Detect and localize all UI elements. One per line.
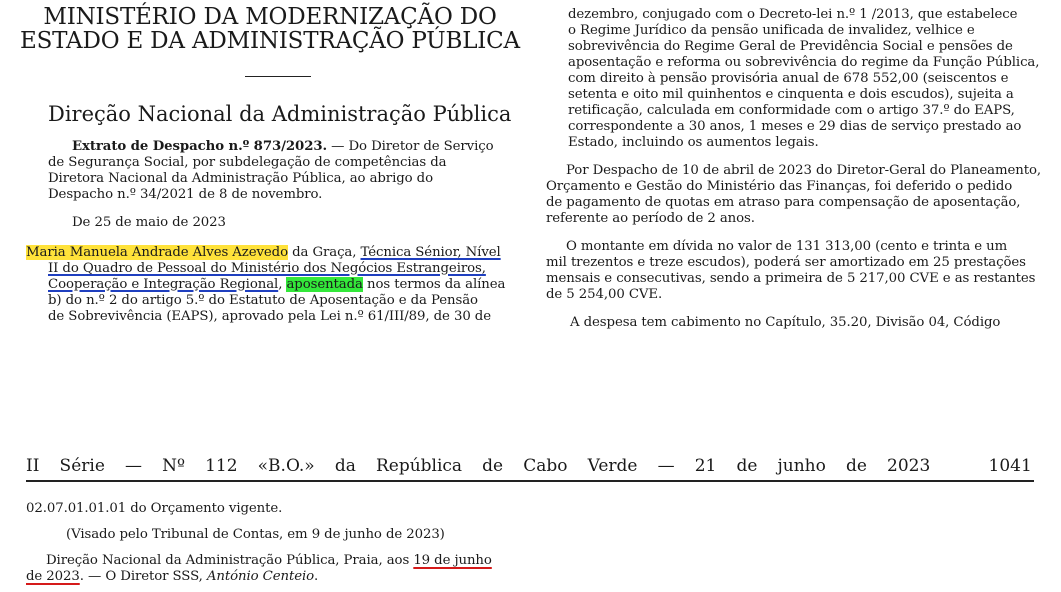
footer-day: 21 (694, 456, 717, 476)
footer-divider (26, 480, 1034, 482)
right-p2-line-4: referente ao período de 2 anos. (546, 211, 755, 226)
ministry-heading-line2: ESTADO E DA ADMINISTRAÇÃO PÚBLICA (20, 28, 520, 54)
code-line: 02.07.01.01.01 do Orçamento vigente. (26, 501, 283, 516)
footer-de-3: de (845, 456, 867, 476)
right-p2-line-1: Por Despacho de 10 de abril de 2023 do Diretor-Geral do Planeamento, (566, 163, 1041, 178)
right-p2-line-2: Orçamento e Gestão do Ministério das Finanças, foi deferido o pedido (546, 179, 1013, 194)
person-da-graca: da Graça, (287, 245, 361, 260)
footer-number: 112 (205, 456, 238, 476)
right-p1-line-3: sobrevivência do Regime Geral de Previdência Social e pensões de (568, 39, 1013, 54)
sign-text-a: Direção Nacional da Administração Pública, Praia, aos (46, 553, 414, 568)
footer-republica: República (375, 456, 463, 476)
page-footer (26, 455, 1032, 477)
person-role-b: II do Quadro de Pessoal do Ministério dos Negócios Estrangeiros, (48, 261, 486, 276)
right-p3-line-3: mensais e consecutivas, sendo a primeira de 5 217,00 CVE e as restantes (546, 271, 1036, 286)
person-line-1 (26, 245, 501, 261)
footer-no: Nº (162, 456, 185, 476)
heading-divider (245, 76, 311, 77)
right-p1-line-2: o Regime Jurídico da pensão unificada de invalidez, velhice e (568, 23, 975, 38)
person-comma: , (278, 277, 287, 292)
signer-name: António Centeio (206, 569, 315, 584)
footer-de: de (482, 456, 504, 476)
footer-da: da (334, 456, 356, 476)
right-p3-line-2: mil trezentos e treze escudos), poderá ser amortizado em 25 prestações (546, 255, 1026, 270)
footer-bo: «B.O.» (257, 456, 315, 476)
despacho-date: De 25 de maio de 2023 (72, 215, 226, 230)
extract-line-3: Diretora Nacional da Administração Pública, ao abrigo do (48, 171, 433, 186)
person-role-c: Cooperação e Integração Regional (48, 277, 279, 292)
footer-verde: Verde (587, 456, 638, 476)
sign-text-b: . — O Diretor SSS, (79, 569, 207, 584)
sign-date-a: 19 de junho (413, 553, 492, 568)
sign-date-b: de 2023 (26, 569, 80, 584)
person-status-highlight: aposentada (286, 277, 363, 292)
extract-intro-1: — Do Diretor de Serviço (327, 139, 494, 154)
sign-end: . (314, 569, 319, 584)
extract-line-1 (72, 139, 494, 155)
person-line-3 (48, 277, 505, 293)
right-p4-line: A despesa tem cabimento no Capítulo, 35.20, Divisão 04, Código (570, 315, 1001, 330)
right-p1-line-1: dezembro, conjugado com o Decreto-lei n.º 1 /2013, que estabelece (568, 7, 1018, 22)
right-p1-line-9: Estado, incluindo os aumentos legais. (568, 135, 819, 150)
right-p1-line-7: retificação, calculada em conformidade com o artigo 37.º do EAPS, (568, 103, 1015, 118)
visado-line: (Visado pelo Tribunal de Contas, em 9 de junho de 2023) (66, 527, 445, 542)
right-p3-line-4: de 5 254,00 CVE. (546, 287, 663, 302)
person-rest-1: nos termos da alínea (362, 277, 506, 292)
footer-serie-word: Série (59, 456, 105, 476)
footer-dash-1: — (125, 456, 142, 476)
ministry-heading (20, 5, 520, 53)
footer-cabo: Cabo (523, 456, 568, 476)
person-name-highlight: Maria Manuela Andrade Alves Azevedo (26, 245, 288, 260)
right-p1-line-5: com direito à pensão provisória anual de 678 552,00 (seiscentos e (568, 71, 1009, 86)
footer-page-number: 1041 (988, 456, 1032, 476)
person-line-5: de Sobrevivência (EAPS), aprovado pela Lei n.º 61/III/89, de 30 de (48, 309, 491, 324)
directorate-heading: Direção Nacional da Administração Pública (48, 102, 512, 126)
right-p1-line-6: setenta e oito mil quinhentos e cinquenta e dois escudos), sujeita a (568, 87, 1014, 102)
footer-dash-2: — (657, 456, 675, 476)
extract-line-2: de Segurança Social, por subdelegação de competências da (48, 155, 447, 170)
extract-line-4: Despacho n.º 34/2021 de 8 de novembro. (48, 187, 323, 202)
ministry-heading-line1: MINISTÉRIO DA MODERNIZAÇÃO DO (43, 4, 497, 30)
person-line-2 (48, 261, 486, 277)
footer-year: 2023 (887, 456, 931, 476)
footer-month: junho (777, 456, 826, 476)
right-p1-line-8: correspondente a 30 anos, 1 meses e 29 dias de serviço prestado ao (568, 119, 1022, 134)
person-line-4: b) do n.º 2 do artigo 5.º do Estatuto de Aposentação e da Pensão (48, 293, 478, 308)
sign-line-1 (46, 553, 492, 569)
sign-line-2 (26, 569, 318, 585)
right-p1-line-4: aposentação e reforma ou sobrevivência do regime da Função Pública, (568, 55, 1040, 70)
extract-title: Extrato de Despacho n.º 873/2023. (72, 139, 328, 154)
right-p3-line-1: O montante em dívida no valor de 131 313,00 (cento e trinta e um (566, 239, 1008, 254)
person-role-a: Técnica Sénior, Nível (360, 245, 501, 260)
footer-series: II (26, 456, 40, 476)
footer-de-2: de (736, 456, 758, 476)
right-p2-line-3: de pagamento de quotas em atraso para compensação de aposentação, (546, 195, 1021, 210)
